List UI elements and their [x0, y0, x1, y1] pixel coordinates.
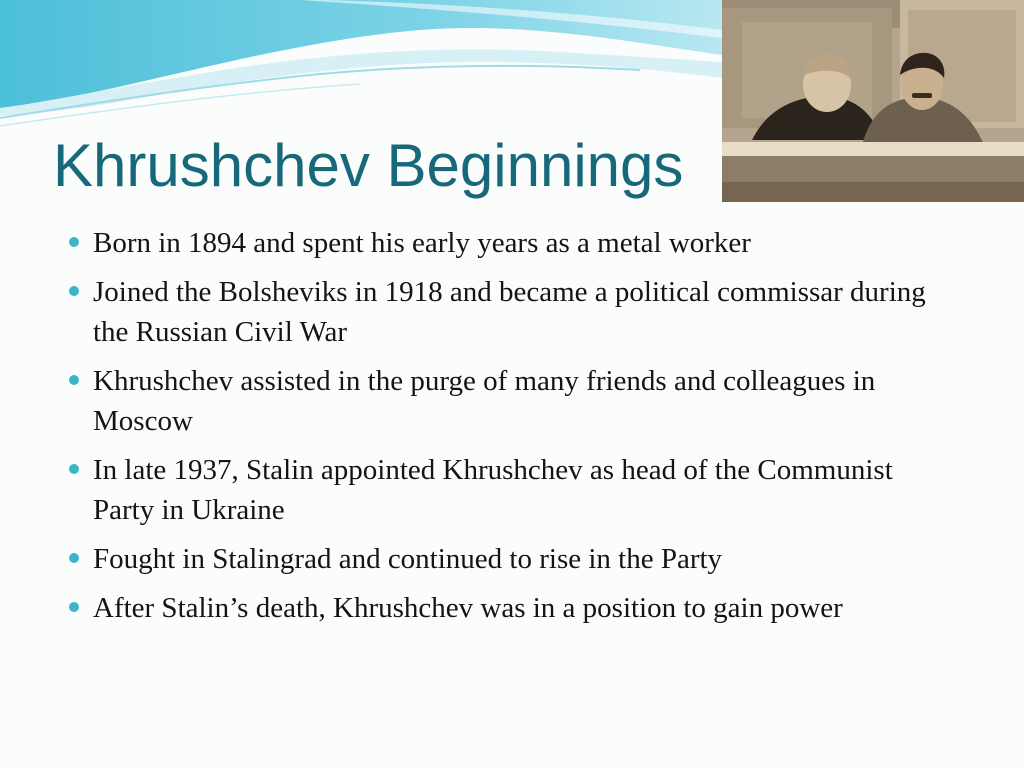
bullet-text: Khrushchev assisted in the purge of many friends and colleagues in Moscow	[93, 365, 876, 437]
bullet-icon	[69, 602, 79, 612]
khrushchev-stalin-photo	[722, 0, 1024, 202]
sepia-photo-icon	[722, 0, 1024, 202]
bullet-text: Fought in Stalingrad and continued to rise in the Party	[93, 543, 723, 575]
bullet-text: In late 1937, Stalin appointed Khrushchev as head of the Communist Party in Ukraine	[93, 454, 893, 526]
bullet-list	[66, 223, 946, 637]
bullet-icon	[69, 237, 79, 247]
bullet-text: Born in 1894 and spent his early years as a metal worker	[93, 227, 751, 259]
bullet-icon	[69, 286, 79, 296]
bullet-icon	[69, 553, 79, 563]
bullet-icon	[69, 375, 79, 385]
bullet-icon	[69, 464, 79, 474]
bullet-text: Joined the Bolsheviks in 1918 and became a political commissar during the Russian Civil War	[93, 276, 926, 348]
bullet-item	[66, 272, 946, 352]
bullet-item	[66, 588, 946, 628]
slide-title: Khrushchev Beginnings	[53, 132, 684, 199]
bullet-item	[66, 450, 946, 530]
bullet-text: After Stalin’s death, Khrushchev was in a position to gain power	[93, 592, 843, 624]
bullet-item	[66, 361, 946, 441]
bullet-item	[66, 223, 946, 263]
bullet-item	[66, 539, 946, 579]
